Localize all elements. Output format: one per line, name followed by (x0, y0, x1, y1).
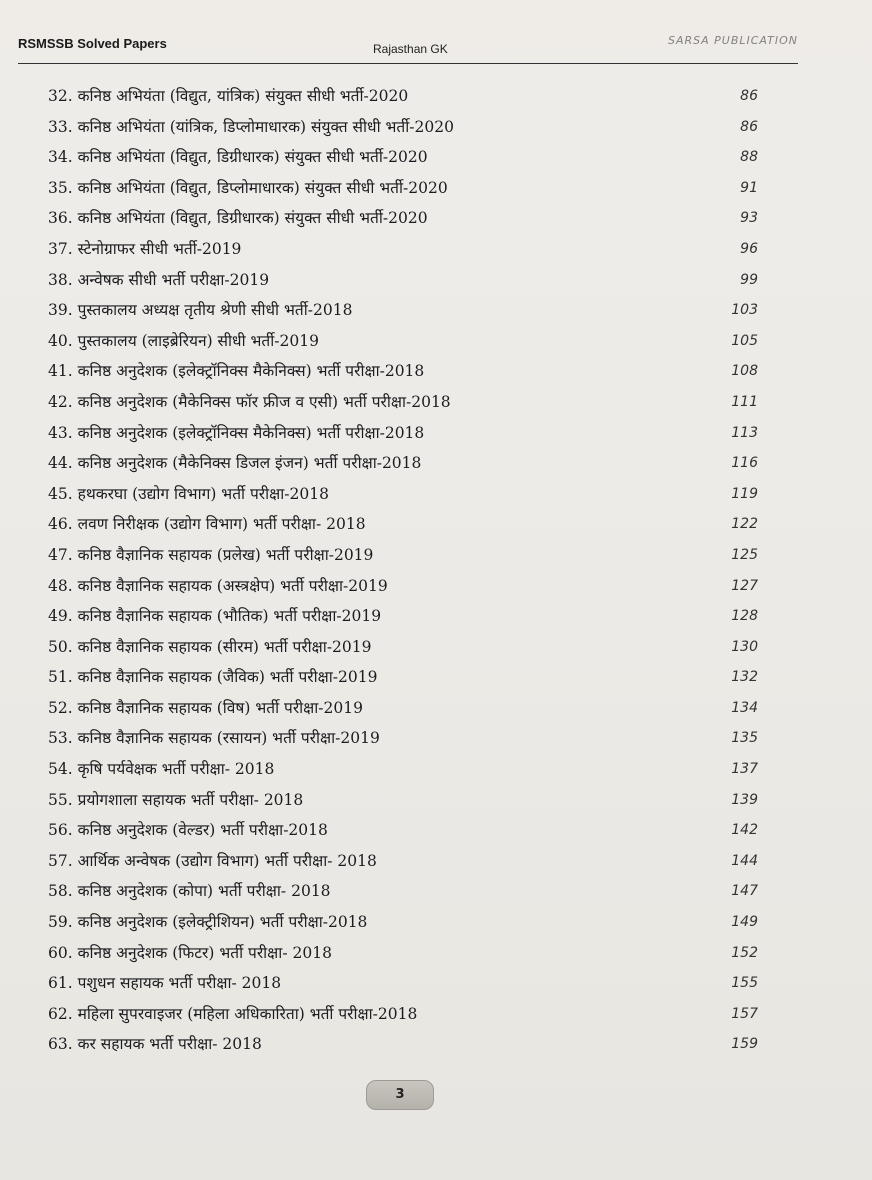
toc-entry-title (48, 723, 380, 753)
toc-entry-page: 157 (731, 1005, 758, 1022)
toc-entry (48, 265, 768, 296)
toc-entry-number: 59. (48, 913, 73, 932)
toc-entry-number: 57. (48, 851, 73, 870)
toc-entry-text: पशुधन सहायक भर्ती परीक्षा- 2018 (77, 974, 282, 993)
toc-entry (48, 479, 768, 510)
toc-entry-text: कनिष्ठ अनुदेशक (कोपा) भर्ती परीक्षा- 2018 (77, 882, 331, 901)
toc-entry (48, 876, 768, 907)
toc-entry-number: 55. (48, 790, 73, 809)
toc-entry-page: 108 (731, 363, 758, 380)
toc-entry (48, 173, 768, 204)
toc-entry (48, 234, 768, 265)
toc-entry-title (48, 938, 332, 968)
toc-entry-page: 127 (731, 577, 758, 594)
toc-entry (48, 846, 768, 877)
toc-entry-number: 34. (48, 148, 73, 167)
toc-entry-text: कनिष्ठ अभियंता (यांत्रिक, डिप्लोमाधारक) संयुक्त सीधी भर्ती-2020 (77, 117, 454, 136)
toc-entry (48, 907, 768, 938)
toc-entry-text: कृषि पर्यवेक्षक भर्ती परीक्षा- 2018 (77, 760, 275, 779)
toc-entry-text: कनिष्ठ अनुदेशक (फिटर) भर्ती परीक्षा- 2018 (77, 943, 332, 962)
toc-entry-page: 147 (731, 883, 758, 900)
toc-entry-title (48, 601, 381, 631)
toc-entry-number: 36. (48, 209, 73, 228)
toc-entry-number: 42. (48, 392, 73, 411)
toc-entry (48, 203, 768, 234)
toc-entry (48, 112, 768, 143)
toc-entry (48, 754, 768, 785)
toc-entry-number: 53. (48, 729, 73, 748)
toc-entry (48, 418, 768, 449)
toc-entry-number: 46. (48, 515, 73, 534)
toc-entry (48, 387, 768, 418)
toc-entry-text: कनिष्ठ अनुदेशक (वेल्डर) भर्ती परीक्षा-2018 (77, 821, 328, 840)
toc-entry-number: 47. (48, 545, 73, 564)
toc-entry-page: 111 (731, 393, 758, 410)
toc-entry (48, 785, 768, 816)
toc-entry-text: कनिष्ठ वैज्ञानिक सहायक (सीरम) भर्ती परीक्षा-2019 (77, 637, 372, 656)
toc-entry (48, 815, 768, 846)
toc-entry-page: 159 (731, 1036, 758, 1053)
toc-entry-page: 103 (731, 302, 758, 319)
toc-entry-title (48, 479, 329, 509)
toc-entry (48, 81, 768, 112)
toc-entry-number: 45. (48, 484, 73, 503)
toc-entry-text: कनिष्ठ वैज्ञानिक सहायक (अस्त्रक्षेप) भर्ती परीक्षा-2019 (77, 576, 388, 595)
toc-entry-title (48, 295, 352, 325)
toc-entry-title (48, 662, 377, 692)
toc-entry-page: 132 (731, 669, 758, 686)
toc-entry-number: 62. (48, 1004, 73, 1023)
toc-entry-title (48, 540, 373, 570)
toc-entry-title (48, 418, 424, 448)
toc-entry (48, 1029, 768, 1060)
toc-entry-title (48, 632, 372, 662)
toc-entry-page: 137 (731, 761, 758, 778)
toc-entry-text: लवण निरीक्षक (उद्योग विभाग) भर्ती परीक्षा- 2018 (77, 515, 366, 534)
toc-entry-text: कनिष्ठ वैज्ञानिक सहायक (भौतिक) भर्ती परीक्षा-2019 (77, 607, 382, 626)
toc-entry (48, 632, 768, 663)
page-number-badge: 3 (366, 1080, 434, 1110)
toc-entry-number: 52. (48, 698, 73, 717)
toc-entry-title (48, 876, 331, 906)
toc-entry-page: 113 (731, 424, 758, 441)
toc-entry-text: कनिष्ठ अनुदेशक (इलेक्ट्रॉनिक्स मैकेनिक्स) भर्ती परीक्षा-2018 (77, 362, 425, 381)
header-book-title: RSMSSB Solved Papers (18, 36, 167, 51)
toc-entry-title (48, 356, 424, 386)
toc-entry-text: कनिष्ठ अभियंता (विद्युत, डिग्रीधारक) संयुक्त सीधी भर्ती-2020 (77, 148, 428, 167)
toc-entry (48, 601, 768, 632)
toc-entry-text: प्रयोगशाला सहायक भर्ती परीक्षा- 2018 (77, 790, 304, 809)
toc-entry-title (48, 571, 388, 601)
toc-entry-page: 116 (731, 455, 758, 472)
toc-entry-page: 152 (731, 944, 758, 961)
toc-entry-text: अन्वेषक सीधी भर्ती परीक्षा-2019 (77, 270, 270, 289)
toc-entry (48, 723, 768, 754)
toc-entry-text: कनिष्ठ अभियंता (विद्युत, डिग्रीधारक) संयुक्त सीधी भर्ती-2020 (77, 209, 428, 228)
toc-entry (48, 693, 768, 724)
toc-entry (48, 509, 768, 540)
toc-entry-text: कनिष्ठ अनुदेशक (इलेक्ट्रीशियन) भर्ती परीक्षा-2018 (77, 913, 368, 932)
toc-entry-number: 43. (48, 423, 73, 442)
toc-entry (48, 571, 768, 602)
toc-entry-title (48, 387, 451, 417)
toc-entry-number: 54. (48, 760, 73, 779)
toc-entry-number: 51. (48, 668, 73, 687)
toc-entry-title (48, 907, 367, 937)
toc-entry-number: 63. (48, 1035, 73, 1054)
toc-entry-title (48, 754, 274, 784)
toc-entry-text: आर्थिक अन्वेषक (उद्योग विभाग) भर्ती परीक्षा- 2018 (77, 851, 377, 870)
toc-entry-page: 122 (731, 516, 758, 533)
toc-entry-title (48, 81, 408, 111)
toc-entry-number: 38. (48, 270, 73, 289)
toc-entry-text: स्टेनोग्राफर सीधी भर्ती-2019 (77, 239, 242, 258)
toc-entry (48, 326, 768, 357)
toc-entry-number: 35. (48, 178, 73, 197)
toc-entry-number: 41. (48, 362, 73, 381)
toc-entry-title (48, 112, 454, 142)
toc-entry-text: पुस्तकालय (लाइब्रेरियन) सीधी भर्ती-2019 (77, 331, 319, 350)
toc-entry-number: 48. (48, 576, 73, 595)
toc-entry (48, 999, 768, 1030)
toc-entry-number: 44. (48, 454, 73, 473)
toc-entry-title (48, 448, 421, 478)
toc-entry-number: 33. (48, 117, 73, 136)
toc-entry-page: 93 (740, 210, 758, 227)
toc-entry (48, 295, 768, 326)
toc-entry-number: 61. (48, 974, 73, 993)
toc-entry-title (48, 326, 319, 356)
header-publisher: SARSA PUBLICATION (667, 34, 798, 47)
toc-entry-title (48, 968, 281, 998)
toc-entry-number: 39. (48, 301, 73, 320)
table-of-contents (48, 81, 768, 1060)
toc-entry-text: हथकरघा (उद्योग विभाग) भर्ती परीक्षा-2018 (77, 484, 329, 503)
toc-entry-title (48, 693, 363, 723)
toc-entry-page: 155 (731, 975, 758, 992)
toc-entry-page: 144 (731, 852, 758, 869)
toc-entry-text: कनिष्ठ अनुदेशक (इलेक्ट्रॉनिक्स मैकेनिक्स) भर्ती परीक्षा-2018 (77, 423, 425, 442)
toc-entry-text: कनिष्ठ अभियंता (विद्युत, यांत्रिक) संयुक्त सीधी भर्ती-2020 (77, 87, 409, 105)
toc-entry-text: कनिष्ठ अनुदेशक (मैकेनिक्स फॉर फ्रीज व एसी) भर्ती परीक्षा-2018 (77, 392, 451, 411)
toc-entry-title (48, 142, 428, 172)
toc-entry-text: कनिष्ठ वैज्ञानिक सहायक (रसायन) भर्ती परीक्षा-2019 (77, 729, 380, 748)
toc-entry-page: 134 (731, 699, 758, 716)
toc-entry (48, 968, 768, 999)
toc-entry-number: 49. (48, 607, 73, 626)
toc-entry-number: 40. (48, 331, 73, 350)
toc-entry-page: 125 (731, 546, 758, 563)
toc-entry-title (48, 846, 377, 876)
toc-entry-title (48, 785, 303, 815)
toc-entry-page: 135 (731, 730, 758, 747)
toc-entry-page: 86 (740, 88, 758, 104)
toc-entry-page: 119 (731, 485, 758, 502)
toc-entry-text: महिला सुपरवाइजर (महिला अधिकारिता) भर्ती परीक्षा-2018 (77, 1004, 418, 1023)
toc-entry-text: कनिष्ठ अभियंता (विद्युत, डिप्लोमाधारक) संयुक्त सीधी भर्ती-2020 (77, 178, 448, 197)
toc-entry-number: 32. (48, 87, 73, 105)
toc-entry-title (48, 265, 269, 295)
toc-entry-number: 50. (48, 637, 73, 656)
toc-entry-text: कनिष्ठ वैज्ञानिक सहायक (प्रलेख) भर्ती परीक्षा-2019 (77, 545, 374, 564)
toc-entry-page: 105 (731, 332, 758, 349)
toc-entry-number: 58. (48, 882, 73, 901)
toc-entry-page: 130 (731, 638, 758, 655)
toc-entry-text: कनिष्ठ वैज्ञानिक सहायक (जैविक) भर्ती परीक्षा-2019 (77, 668, 378, 687)
toc-entry-number: 60. (48, 943, 73, 962)
toc-entry-title (48, 203, 428, 233)
toc-entry-title (48, 509, 366, 539)
toc-entry-text: कनिष्ठ अनुदेशक (मैकेनिक्स डिजल इंजन) भर्ती परीक्षा-2018 (77, 454, 422, 473)
toc-entry-number: 37. (48, 239, 73, 258)
toc-entry (48, 142, 768, 173)
toc-entry-title (48, 815, 328, 845)
toc-entry-page: 96 (740, 240, 758, 257)
toc-entry (48, 540, 768, 571)
toc-entry-text: कनिष्ठ वैज्ञानिक सहायक (विष) भर्ती परीक्षा-2019 (77, 698, 363, 717)
toc-entry (48, 662, 768, 693)
toc-entry (48, 356, 768, 387)
toc-entry-page: 128 (731, 608, 758, 625)
toc-entry-page: 139 (731, 791, 758, 808)
header-divider (18, 63, 798, 64)
toc-entry-page: 99 (740, 271, 758, 288)
toc-entry-title (48, 1029, 262, 1059)
toc-entry-text: पुस्तकालय अध्यक्ष तृतीय श्रेणी सीधी भर्ती-2018 (77, 301, 353, 320)
toc-entry-page: 91 (740, 179, 758, 196)
toc-entry (48, 448, 768, 479)
toc-entry-number: 56. (48, 821, 73, 840)
toc-entry-page: 88 (740, 149, 758, 166)
page-header (18, 30, 798, 64)
toc-entry-page: 149 (731, 914, 758, 931)
toc-entry-text: कर सहायक भर्ती परीक्षा- 2018 (77, 1035, 262, 1054)
toc-entry-page: 142 (731, 822, 758, 839)
toc-entry-title (48, 173, 448, 203)
toc-entry-page: 86 (740, 118, 758, 135)
toc-entry-title (48, 999, 417, 1029)
toc-entry (48, 938, 768, 969)
toc-entry-title (48, 234, 241, 264)
header-subject: Rajasthan GK (373, 42, 448, 56)
